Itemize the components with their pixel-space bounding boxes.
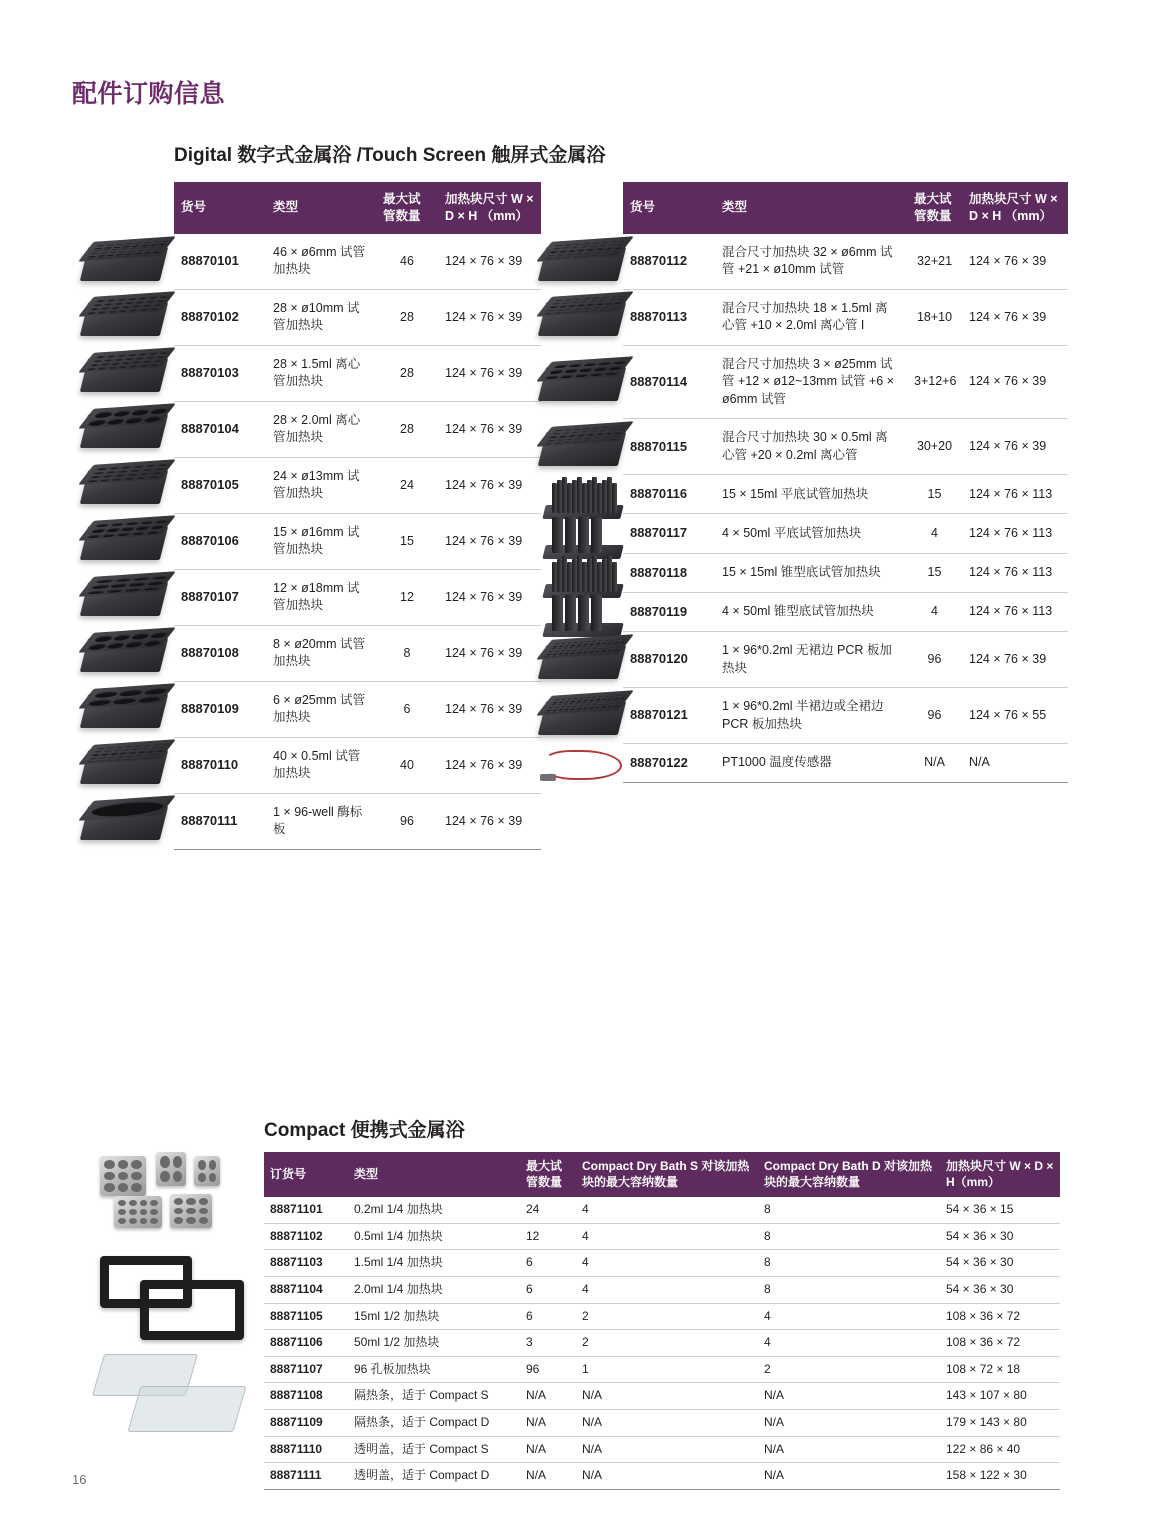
max-tubes: 96: [907, 632, 962, 688]
product-code: 88871107: [264, 1356, 348, 1383]
block-dimension: 124 × 76 × 113: [962, 592, 1068, 631]
product-type: 96 孔板加热块: [348, 1356, 520, 1383]
capacity-compact-d: N/A: [758, 1436, 940, 1463]
product-type: 28 × 2.0ml 离心管加热块: [266, 401, 376, 457]
block-dimension: 124 × 76 × 39: [438, 345, 541, 401]
product-type: 6 × ø25mm 试管加热块: [266, 681, 376, 737]
capacity-compact-s: 4: [576, 1223, 758, 1250]
block-dimension: 124 × 76 × 39: [962, 345, 1068, 419]
block-28x15ml-icon: [76, 344, 180, 402]
product-code: 88870113: [623, 289, 715, 345]
capacity-compact-s: 4: [576, 1197, 758, 1223]
product-code: 88871111: [264, 1463, 348, 1490]
product-code: 88870107: [174, 569, 266, 625]
product-type: 1 × 96*0.2ml 无裙边 PCR 板加热块: [715, 632, 907, 688]
table-row: [623, 234, 1068, 290]
table-row: [623, 475, 1068, 514]
block-dimension: 54 × 36 × 30: [940, 1250, 1060, 1277]
block-mixed-6-10-icon: [534, 233, 638, 291]
table-row: [174, 793, 541, 849]
block-dimension: 124 × 76 × 39: [438, 457, 541, 513]
product-type: 透明盖，适于 Compact S: [348, 1436, 520, 1463]
capacity-compact-d: 8: [758, 1276, 940, 1303]
block-mixed-15-20-icon: [534, 288, 638, 346]
block-40x05ml-icon: [76, 736, 180, 794]
capacity-compact-d: N/A: [758, 1463, 940, 1490]
table-row: [174, 681, 541, 737]
product-code: 88870116: [623, 475, 715, 514]
header-type: 类型: [266, 182, 376, 234]
product-type: 2.0ml 1/4 加热块: [348, 1276, 520, 1303]
compact-block-photo: [94, 1150, 254, 1235]
table-row: [623, 345, 1068, 419]
digital-table-left: [174, 182, 541, 850]
product-code: 88870109: [174, 681, 266, 737]
max-tubes: 24: [520, 1197, 576, 1223]
header-max-tubes: 最大试管数量: [520, 1152, 576, 1197]
temperature-probe-icon: [534, 734, 638, 792]
table-row: [264, 1436, 1060, 1463]
product-type: 24 × ø13mm 试管加热块: [266, 457, 376, 513]
block-dimension: 54 × 36 × 30: [940, 1223, 1060, 1250]
product-type: 50ml 1/2 加热块: [348, 1330, 520, 1357]
capacity-compact-s: 2: [576, 1330, 758, 1357]
block-28x10-icon: [76, 288, 180, 346]
block-dimension: N/A: [962, 744, 1068, 783]
table-row: [174, 513, 541, 569]
capacity-compact-s: 4: [576, 1250, 758, 1277]
product-code: 88871105: [264, 1303, 348, 1330]
table-row: [623, 289, 1068, 345]
table-row: [264, 1330, 1060, 1357]
max-tubes: 4: [907, 592, 962, 631]
max-tubes: N/A: [907, 744, 962, 783]
product-code: 88870104: [174, 401, 266, 457]
header-code: 货号: [174, 182, 266, 234]
table-row: [623, 688, 1068, 744]
product-code: 88871108: [264, 1383, 348, 1410]
table-row: [623, 514, 1068, 553]
product-code: 88871110: [264, 1436, 348, 1463]
max-tubes: 6: [520, 1276, 576, 1303]
table-row: [174, 289, 541, 345]
max-tubes: N/A: [520, 1463, 576, 1490]
block-6x25-icon: [76, 680, 180, 738]
table-header-row: [174, 182, 541, 234]
header-type: 类型: [348, 1152, 520, 1197]
product-type: 15ml 1/2 加热块: [348, 1303, 520, 1330]
product-type: 12 × ø18mm 试管加热块: [266, 569, 376, 625]
product-type: 隔热条，适于 Compact S: [348, 1383, 520, 1410]
block-dimension: 54 × 36 × 30: [940, 1276, 1060, 1303]
max-tubes: 12: [376, 569, 438, 625]
block-dimension: 54 × 36 × 15: [940, 1197, 1060, 1223]
block-dimension: 124 × 76 × 113: [962, 475, 1068, 514]
table-row: [264, 1250, 1060, 1277]
product-code: 88870111: [174, 793, 266, 849]
table-row: [264, 1463, 1060, 1490]
block-dimension: 124 × 76 × 39: [438, 289, 541, 345]
product-type: 0.2ml 1/4 加热块: [348, 1197, 520, 1223]
product-code: 88870101: [174, 234, 266, 290]
product-type: 隔热条，适于 Compact D: [348, 1409, 520, 1436]
product-code: 88870102: [174, 289, 266, 345]
block-96well-icon: [76, 792, 180, 850]
product-code: 88870114: [623, 345, 715, 419]
product-code: 88871109: [264, 1409, 348, 1436]
capacity-compact-d: 2: [758, 1356, 940, 1383]
block-dimension: 124 × 76 × 39: [962, 419, 1068, 475]
block-24x13-icon: [76, 456, 180, 514]
capacity-compact-s: N/A: [576, 1409, 758, 1436]
compact-section-title: Compact 便携式金属浴: [264, 1120, 465, 1141]
table-row: [264, 1276, 1060, 1303]
capacity-compact-s: N/A: [576, 1463, 758, 1490]
product-code: 88870120: [623, 632, 715, 688]
header-dimension: 加热块尺寸 W × D × H （mm）: [962, 182, 1068, 234]
header-capacity-s: Compact Dry Bath S 对该加热块的最大容纳数量: [576, 1152, 758, 1197]
max-tubes: 96: [376, 793, 438, 849]
table-row: [623, 744, 1068, 783]
capacity-compact-s: N/A: [576, 1436, 758, 1463]
compact-insulation-photo: [94, 1252, 254, 1332]
max-tubes: 15: [907, 475, 962, 514]
block-dimension: 124 × 76 × 55: [962, 688, 1068, 744]
max-tubes: 28: [376, 289, 438, 345]
capacity-compact-d: N/A: [758, 1383, 940, 1410]
block-dimension: 124 × 76 × 39: [438, 569, 541, 625]
table-row: [623, 419, 1068, 475]
product-type: 15 × 15ml 锥型底试管加热块: [715, 553, 907, 592]
block-dimension: 124 × 76 × 39: [438, 681, 541, 737]
max-tubes: 4: [907, 514, 962, 553]
product-type: 28 × ø10mm 试管加热块: [266, 289, 376, 345]
max-tubes: 40: [376, 737, 438, 793]
max-tubes: 8: [376, 625, 438, 681]
header-max-tubes: 最大试管数量: [376, 182, 438, 234]
block-pcr-skirtless-icon: [534, 631, 638, 689]
capacity-compact-d: 4: [758, 1303, 940, 1330]
table-row: [174, 737, 541, 793]
block-dimension: 108 × 36 × 72: [940, 1330, 1060, 1357]
table-row: [174, 345, 541, 401]
max-tubes: 3: [520, 1330, 576, 1357]
capacity-compact-d: 8: [758, 1223, 940, 1250]
max-tubes: 6: [520, 1303, 576, 1330]
block-dimension: 124 × 76 × 39: [962, 234, 1068, 290]
product-code: 88870115: [623, 419, 715, 475]
max-tubes: 32+21: [907, 234, 962, 290]
capacity-compact-s: 2: [576, 1303, 758, 1330]
block-dimension: 158 × 122 × 30: [940, 1463, 1060, 1490]
max-tubes: 18+10: [907, 289, 962, 345]
product-code: 88871104: [264, 1276, 348, 1303]
header-capacity-d: Compact Dry Bath D 对该加热块的最大容纳数量: [758, 1152, 940, 1197]
max-tubes: N/A: [520, 1436, 576, 1463]
table-row: [174, 401, 541, 457]
table-row: [264, 1383, 1060, 1410]
block-dimension: 124 × 76 × 113: [962, 514, 1068, 553]
compact-clear-lid-photo: [94, 1348, 254, 1438]
product-type: 28 × 1.5ml 离心管加热块: [266, 345, 376, 401]
product-type: 混合尺寸加热块 3 × ø25mm 试管 +12 × ø12~13mm 试管 +6 × ø6mm 试管: [715, 345, 907, 419]
product-code: 88870117: [623, 514, 715, 553]
table-row: [264, 1303, 1060, 1330]
max-tubes: 28: [376, 345, 438, 401]
table-row: [174, 625, 541, 681]
block-dimension: 124 × 76 × 39: [438, 793, 541, 849]
header-type: 类型: [715, 182, 907, 234]
max-tubes: 12: [520, 1223, 576, 1250]
max-tubes: 6: [376, 681, 438, 737]
max-tubes: 96: [907, 688, 962, 744]
table-row: [264, 1409, 1060, 1436]
product-type: 混合尺寸加热块 32 × ø6mm 试管 +21 × ø10mm 试管: [715, 234, 907, 290]
capacity-compact-s: 4: [576, 1276, 758, 1303]
max-tubes: N/A: [520, 1383, 576, 1410]
block-dimension: 124 × 76 × 39: [438, 401, 541, 457]
table-row: [264, 1197, 1060, 1223]
block-dimension: 143 × 107 × 80: [940, 1383, 1060, 1410]
product-code: 88870119: [623, 592, 715, 631]
max-tubes: 24: [376, 457, 438, 513]
block-dimension: 179 × 143 × 80: [940, 1409, 1060, 1436]
product-type: 0.5ml 1/4 加热块: [348, 1223, 520, 1250]
product-type: 混合尺寸加热块 30 × 0.5ml 离心管 +20 × 0.2ml 离心管: [715, 419, 907, 475]
table-row: [264, 1223, 1060, 1250]
block-dimension: 124 × 76 × 39: [438, 625, 541, 681]
product-code: 88870106: [174, 513, 266, 569]
table-row: [623, 553, 1068, 592]
product-code: 88870108: [174, 625, 266, 681]
max-tubes: 46: [376, 234, 438, 290]
block-dimension: 124 × 76 × 39: [438, 737, 541, 793]
block-28x20ml-icon: [76, 400, 180, 458]
product-code: 88871102: [264, 1223, 348, 1250]
digital-section-title: Digital 数字式金属浴 /Touch Screen 触屏式金属浴: [174, 145, 606, 166]
block-dimension: 124 × 76 × 39: [962, 289, 1068, 345]
max-tubes: 3+12+6: [907, 345, 962, 419]
product-type: 混合尺寸加热块 18 × 1.5ml 离心管 +10 × 2.0ml 离心管 I: [715, 289, 907, 345]
table-header-row: [623, 182, 1068, 234]
block-mixed-25-13-6-icon: [534, 353, 638, 411]
product-type: 15 × 15ml 平底试管加热块: [715, 475, 907, 514]
capacity-compact-d: 8: [758, 1250, 940, 1277]
product-type: 4 × 50ml 锥型底试管加热块: [715, 592, 907, 631]
max-tubes: 30+20: [907, 419, 962, 475]
product-code: 88870105: [174, 457, 266, 513]
table-row: [264, 1356, 1060, 1383]
header-dimension: 加热块尺寸 W × D × H（mm）: [940, 1152, 1060, 1197]
product-code: 88870110: [174, 737, 266, 793]
table-header-row: [264, 1152, 1060, 1197]
max-tubes: 28: [376, 401, 438, 457]
block-dimension: 124 × 76 × 39: [438, 513, 541, 569]
product-code: 88870118: [623, 553, 715, 592]
table-row: [623, 632, 1068, 688]
product-code: 88871106: [264, 1330, 348, 1357]
product-code: 88870122: [623, 744, 715, 783]
table-row: [174, 234, 541, 290]
header-order-code: 订货号: [264, 1152, 348, 1197]
product-code: 88870103: [174, 345, 266, 401]
product-code: 88871103: [264, 1250, 348, 1277]
product-type: 40 × 0.5ml 试管加热块: [266, 737, 376, 793]
block-dimension: 122 × 86 × 40: [940, 1436, 1060, 1463]
block-dimension: 124 × 76 × 39: [962, 632, 1068, 688]
max-tubes: N/A: [520, 1409, 576, 1436]
product-type: PT1000 温度传感器: [715, 744, 907, 783]
capacity-compact-d: 4: [758, 1330, 940, 1357]
product-code: 88870121: [623, 688, 715, 744]
product-type: 4 × 50ml 平底试管加热块: [715, 514, 907, 553]
compact-table: [264, 1152, 1054, 1490]
block-8x20-icon: [76, 624, 180, 682]
header-code: 货号: [623, 182, 715, 234]
table-row: [174, 569, 541, 625]
page-number: 16: [72, 1472, 87, 1487]
block-dimension: 124 × 76 × 39: [438, 234, 541, 290]
capacity-compact-d: 8: [758, 1197, 940, 1223]
product-code: 88870112: [623, 234, 715, 290]
block-15x16-icon: [76, 512, 180, 570]
product-type: 1 × 96*0.2ml 半裙边或全裙边 PCR 板加热块: [715, 688, 907, 744]
block-dimension: 108 × 36 × 72: [940, 1303, 1060, 1330]
max-tubes: 96: [520, 1356, 576, 1383]
header-max-tubes: 最大试管数量: [907, 182, 962, 234]
block-dimension: 108 × 72 × 18: [940, 1356, 1060, 1383]
product-type: 1 × 96-well 酶标板: [266, 793, 376, 849]
product-type: 46 × ø6mm 试管加热块: [266, 234, 376, 290]
product-type: 透明盖，适于 Compact D: [348, 1463, 520, 1490]
digital-table-right: [623, 182, 1068, 783]
product-type: 1.5ml 1/4 加热块: [348, 1250, 520, 1277]
header-dimension: 加热块尺寸 W × D × H （mm）: [438, 182, 541, 234]
max-tubes: 15: [907, 553, 962, 592]
capacity-compact-s: N/A: [576, 1383, 758, 1410]
block-12x18-icon: [76, 568, 180, 626]
product-code: 88871101: [264, 1197, 348, 1223]
block-46x6-icon: [76, 233, 180, 291]
block-dimension: 124 × 76 × 113: [962, 553, 1068, 592]
max-tubes: 6: [520, 1250, 576, 1277]
capacity-compact-s: 1: [576, 1356, 758, 1383]
table-row: [174, 457, 541, 513]
capacity-compact-d: N/A: [758, 1409, 940, 1436]
table-row: [623, 592, 1068, 631]
product-type: 8 × ø20mm 试管加热块: [266, 625, 376, 681]
max-tubes: 15: [376, 513, 438, 569]
product-type: 15 × ø16mm 试管加热块: [266, 513, 376, 569]
page-title: 配件订购信息: [72, 80, 226, 108]
